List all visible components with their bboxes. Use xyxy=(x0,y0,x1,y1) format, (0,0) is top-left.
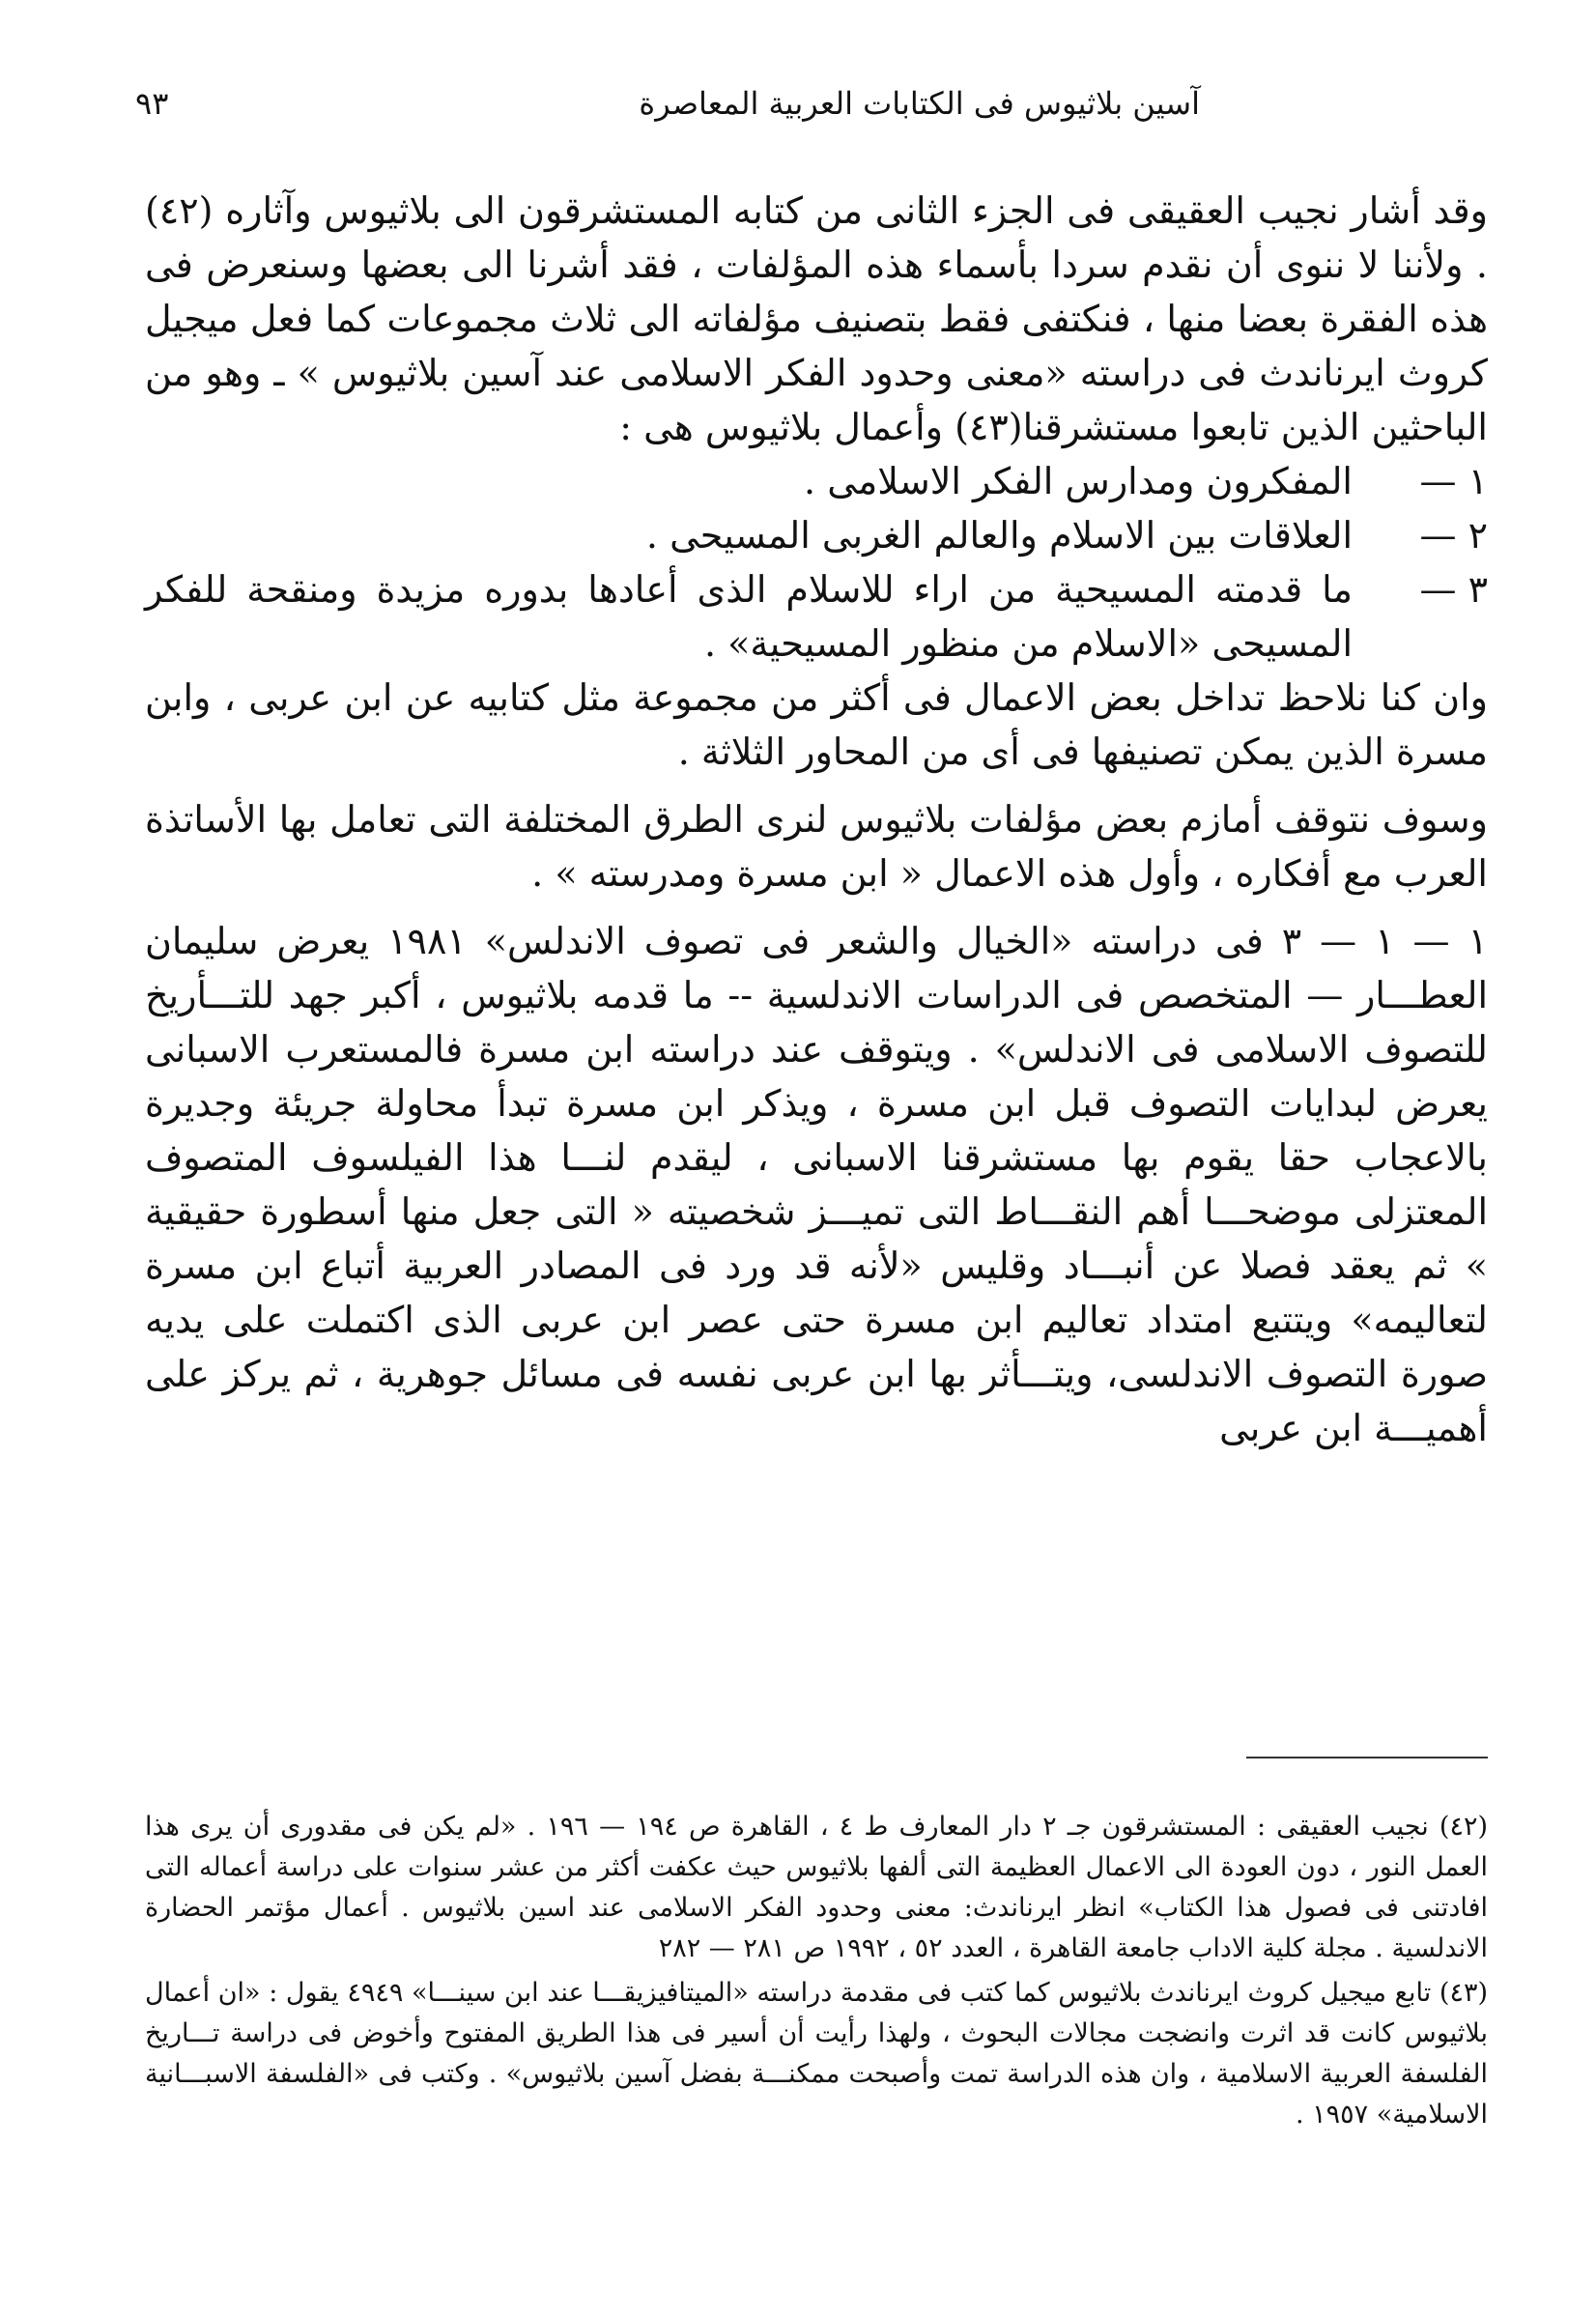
footnote-43: (٤٣) تابع ميجيل كروث ايرناندث بلاثيوس كما كتب فى مقدمة دراسته «الميتافيزيقـــا عند ابن سينـــا» ٤٩٤٩ يقول : «ان أعمال بلاثيوس كانت قد اثرت وانضجت مجالات البحوث ، ولهذا رأيت أن أسير فى هذا الطريق المفتوح وأخوض فى دراسة تـــاريخ الفلسفة العربية الاسلامية ، وان هذه الدراسة تمت وأصبحت ممكنـــة بفضل آسين بلاثيوس» . وكتب فى «الفلسفة الاسبـــانية الاسلامية» ١٩٥٧ . xyxy=(145,1978,1488,2130)
list-item xyxy=(145,562,1488,671)
list-item-text: العلاقات بين الاسلام والعالم الغربى المسيحى . xyxy=(645,514,1353,557)
list-item-text: ما قدمته المسيحية من اراء للاسلام الذى أعادها بدوره مزيدة ومنقحة للفكر المسيحى «الاسلام من منظور المسيحية» . xyxy=(145,568,1353,665)
page-number: ٩٣ xyxy=(135,85,169,122)
paragraph-section-1-1-3: ١ — ١ — ٣ فى دراسته «الخيال والشعر فى تصوف الاندلس» ١٩٨١ يعرض سليمان العطـــار — المتخصص فى الدراسات الاندلسية -- ما قدمه بلاثيوس ، أكبر جهد للتـــأريخ للتصوف الاسلامى فى الاندلس» . ويتوقف عند دراسته ابن مسرة فالمستعرب الاسبانى يعرض لبدايات التصوف قبل ابن مسرة ، ويذكر ابن مسرة تبدأ محاولة جريئة وجديرة بالاعجاب حقا يقوم بها مستشرقنا الاسبانى ، ليقدم لنـــا هذا الفيلسوف المتصوف المعتزلى موضحـــا أهم النقـــاط التى تميـــز شخصيته « التى جعل منها أسطورة حقيقية » ثم يعقد فصلا عن أنبـــاد وقليس «لأنه قد ورد فى المصادر العربية أتباع ابن مسرة لتعاليمه» ويتتبع امتداد تعاليم ابن مسرة حتى عصر ابن عربى الذى اكتملت على يديه صورة التصوف الاندلسى، ويتـــأثر بها ابن عربى نفسه فى مسائل جوهرية ، ثم يركز على أهميـــة ابن عربى xyxy=(145,920,1488,1449)
running-title: آسين بلاثيوس فى الكتابات العربية المعاصرة xyxy=(639,85,1200,122)
footnote-divider xyxy=(1246,1757,1488,1758)
list-item xyxy=(145,508,1488,562)
list-item-text: المفكرون ومدارس الفكر الاسلامى . xyxy=(804,460,1353,502)
main-text xyxy=(145,184,1488,1455)
list-item-number: ١ — xyxy=(1419,460,1488,502)
list-item-number: ٣ — xyxy=(1419,568,1488,611)
paragraph-overlap: وان كنا نلاحظ تداخل بعض الاعمال فى أكثر من مجموعة مثل كتابيه عن ابن عربى ، وابن مسرة الذين يمكن تصنيفها فى أى من المحاور الثلاثة . xyxy=(145,676,1488,773)
list-item xyxy=(145,454,1488,508)
paragraph-approach: وسوف نتوقف أمازم بعض مؤلفات بلاثيوس لنرى الطرق المختلفة التى تعامل بها الأساتذة العرب مع أفكاره ، وأول هذه الاعمال « ابن مسرة ومدرسته » . xyxy=(145,798,1488,895)
footnotes xyxy=(145,1807,1488,2135)
running-header xyxy=(135,85,1451,131)
works-categories-list xyxy=(145,454,1488,671)
footnote-42: (٤٢) نجيب العقيقى : المستشرقون جـ ٢ دار المعارف ط ٤ ، القاهرة ص ١٩٤ — ١٩٦ . «لم يكن فى مقدورى أن يرى هذا العمل النور ، دون العودة الى الاعمال العظيمة التى ألفها بلاثيوس حيث عكفت أكثر من عشر سنوات على دراسة أعماله التى افادتنى فى فصول هذا الكتاب» انظر ايرناندث: معنى وحدود الفكر الاسلامى عند اسين بلاثيوس . أعمال مؤتمر الحضارة الاندلسية . مجلة كلية الاداب جامعة القاهرة ، العدد ٥٢ ، ١٩٩٢ ص ٢٨١ — ٢٨٢ xyxy=(145,1812,1489,1963)
list-item-number: ٢ — xyxy=(1419,514,1488,557)
paragraph-works-intro: وقد أشار نجيب العقيقى فى الجزء الثانى من كتابه المستشرقون الى بلاثيوس وآثاره (٤٢) . ولأننا لا ننوى أن نقدم سردا بأسماء هذه المؤلفات ، فقد أشرنا الى بعضها وسنعرض فى هذه الفقرة بعضا منها ، فنكتفى فقط بتصنيف مؤلفاته الى ثلاث مجموعات كما فعل ميجيل كروث ايرناندث فى دراسته «معنى وحدود الفكر الاسلامى عند آسين بلاثيوس » ـ وهو من الباحثين الذين تابعوا مستشرقنا(٤٣) وأعمال بلاثيوس هى : xyxy=(145,189,1488,448)
